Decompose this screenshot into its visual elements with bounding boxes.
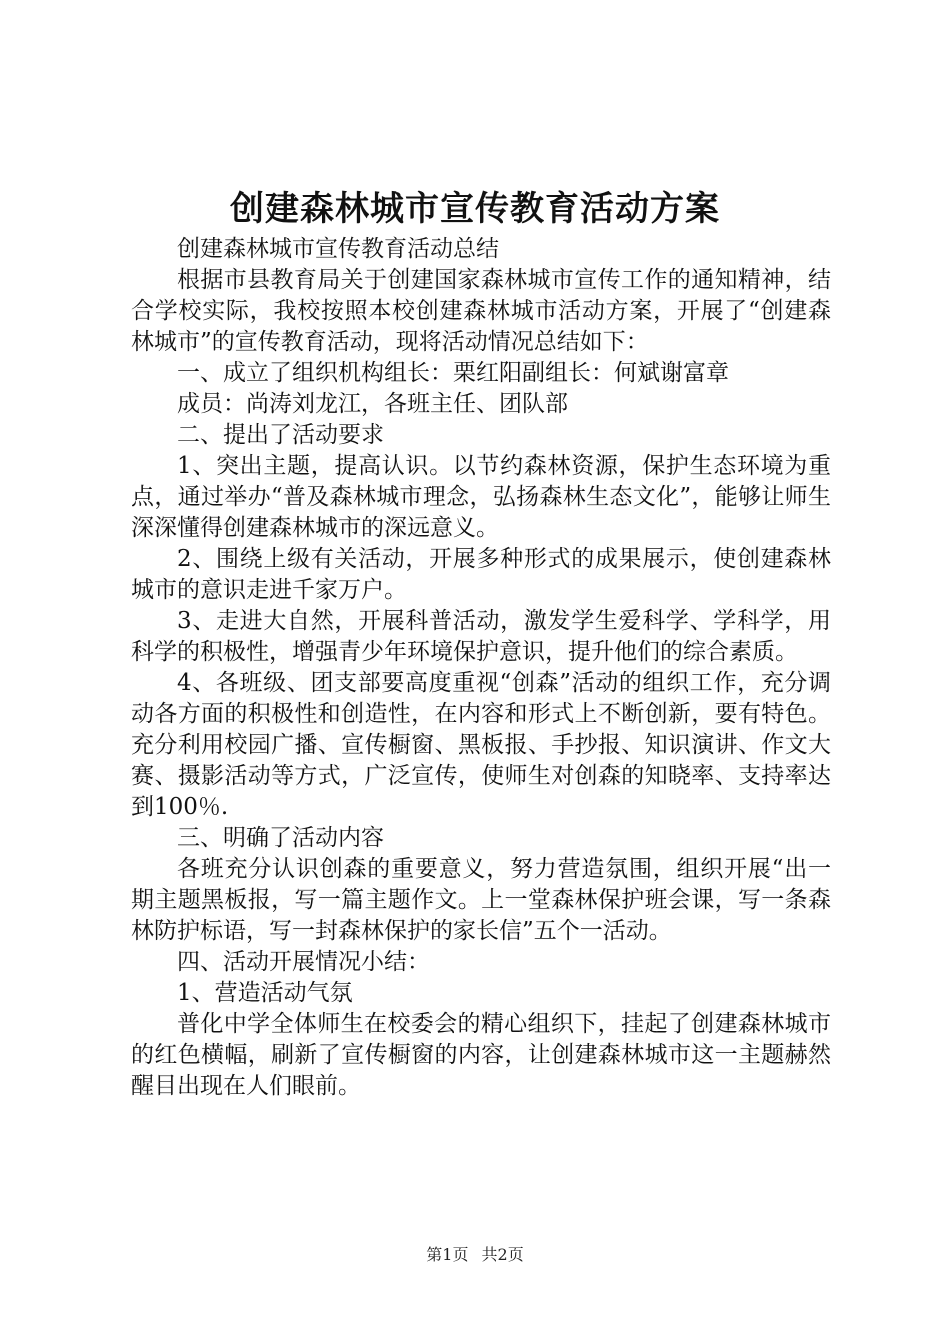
subheading-atmosphere: 1、营造活动气氛: [177, 980, 353, 1006]
paragraph-content: 各班充分认识创森的重要意义，努力营造氛围，组织开展“出一期主题黑板报，写一篇主题作文。上一堂森林保护班会课，写一条森林防护标语，写一封森林保护的家长信”五个一活动。: [131, 856, 831, 944]
section-heading-content: 三、明确了活动内容: [177, 825, 384, 851]
paragraph-requirement-3: 3、走进大自然，开展科普活动，激发学生爱科学、学科学，用科学的积极性，增强青少年环境保护意识，提升他们的综合素质。: [131, 608, 831, 665]
paragraph-members: 成员：尚涛刘龙江，各班主任、团队部: [177, 391, 568, 417]
section-heading-summary: 四、活动开展情况小结：: [177, 949, 430, 975]
document-body: [131, 234, 831, 1102]
page-footer: [0, 1244, 950, 1266]
section-heading-requirements: 二、提出了活动要求: [177, 422, 384, 448]
paragraph-intro: 根据市县教育局关于创建国家森林城市宣传工作的通知精神，结合学校实际，我校按照本校创建森林城市活动方案，开展了“创建森林城市”的宣传教育活动，现将活动情况总结如下：: [131, 267, 831, 355]
paragraph-requirement-4: 4、各班级、团支部要高度重视“创森”活动的组织工作，充分调动各方面的积极性和创造性，在内容和形式上不断创新，要有特色。充分利用校园广播、宣传橱窗、黑板报、手抄报、知识演讲、作文大赛、摄影活动等方式，广泛宣传，使师生对创森的知晓率、支持率达到100％.: [131, 670, 831, 820]
page-number: 第1页: [426, 1245, 469, 1264]
page-total: 共2页: [481, 1245, 524, 1264]
document-title: 创建森林城市宣传教育活动方案: [230, 189, 720, 229]
paragraph-atmosphere: 普化中学全体师生在校委会的精心组织下，挂起了创建森林城市的红色横幅，刷新了宣传橱窗的内容，让创建森林城市这一主题赫然醒目出现在人们眼前。: [131, 1011, 831, 1099]
paragraph-requirement-1: 1、突出主题，提高认识。以节约森林资源，保护生态环境为重点，通过举办“普及森林城市理念，弘扬森林生态文化”，能够让师生深深懂得创建森林城市的深远意义。: [131, 453, 831, 541]
paragraph-requirement-2: 2、围绕上级有关活动，开展多种形式的成果展示，使创建森林城市的意识走进千家万户。: [131, 546, 831, 603]
paragraph-subtitle: 创建森林城市宣传教育活动总结: [177, 236, 499, 262]
section-heading-organization: 一、成立了组织机构组长：栗红阳副组长：何斌谢富章: [177, 360, 729, 386]
